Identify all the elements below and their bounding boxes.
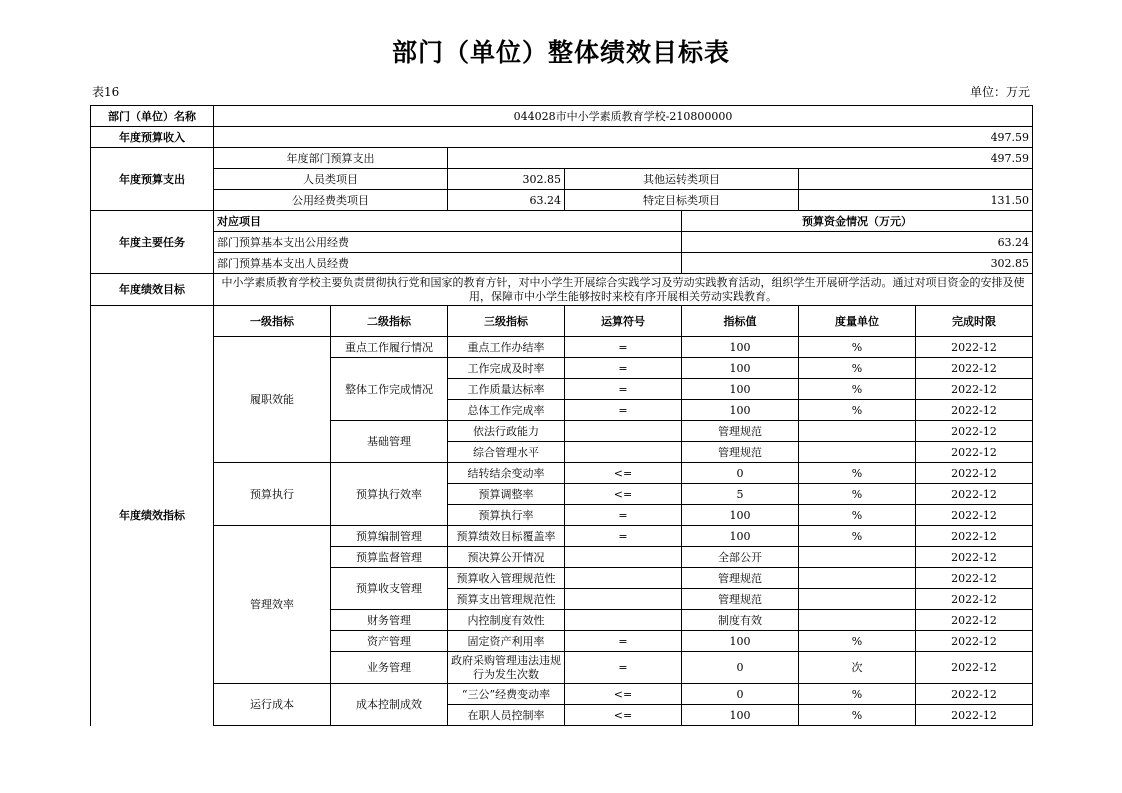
operator-cell	[565, 421, 682, 442]
task-name: 部门预算基本支出公用经费	[214, 232, 682, 253]
target-value-cell: 100	[682, 379, 799, 400]
level2-indicator: 基础管理	[331, 421, 448, 463]
expense-row	[91, 169, 1033, 190]
level2-indicator: 财务管理	[331, 610, 448, 631]
operator-cell: =	[565, 526, 682, 547]
unit-cell: %	[799, 705, 916, 726]
level3-indicator: 政府采购管理违法违规行为发生次数	[448, 652, 565, 684]
deadline-cell: 2022-12	[916, 705, 1033, 726]
deadline-cell: 2022-12	[916, 400, 1033, 421]
level2-indicator: 重点工作履行情况	[331, 337, 448, 358]
indicators-label: 年度绩效指标	[91, 306, 214, 726]
deadline-cell: 2022-12	[916, 421, 1033, 442]
public-label: 公用经费类项目	[214, 190, 448, 211]
level1-indicator: 管理效率	[214, 526, 331, 684]
level2-indicator: 业务管理	[331, 652, 448, 684]
unit-cell: %	[799, 631, 916, 652]
operator-cell: =	[565, 400, 682, 421]
specific-value: 131.50	[799, 190, 1033, 211]
level3-indicator: 重点工作办结率	[448, 337, 565, 358]
goal-row	[91, 274, 1033, 306]
unit-cell: %	[799, 484, 916, 505]
deadline-cell: 2022-12	[916, 526, 1033, 547]
operator-cell: =	[565, 358, 682, 379]
deadline-cell: 2022-12	[916, 547, 1033, 568]
deadline-cell: 2022-12	[916, 484, 1033, 505]
header-deadline: 完成时限	[916, 306, 1033, 337]
target-value-cell: 0	[682, 684, 799, 705]
dept-total-value: 497.59	[448, 148, 1033, 169]
level3-indicator: 预决算公开情况	[448, 547, 565, 568]
operator-cell	[565, 547, 682, 568]
indicators-header-row	[91, 306, 1033, 337]
tasks-row	[91, 253, 1033, 274]
income-value: 497.59	[214, 127, 1033, 148]
header-level1: 一级指标	[214, 306, 331, 337]
level3-indicator: 结转结余变动率	[448, 463, 565, 484]
tasks-col-project: 对应项目	[214, 211, 682, 232]
deadline-cell: 2022-12	[916, 589, 1033, 610]
level3-indicator: “三公”经费变动率	[448, 684, 565, 705]
goal-label: 年度绩效目标	[91, 274, 214, 306]
level3-indicator: 工作完成及时率	[448, 358, 565, 379]
operator-cell: =	[565, 652, 682, 684]
level1-indicator: 履职效能	[214, 337, 331, 463]
level3-indicator: 内控制度有效性	[448, 610, 565, 631]
unit-cell: %	[799, 684, 916, 705]
level1-indicator: 运行成本	[214, 684, 331, 726]
other-label: 其他运转类项目	[565, 169, 799, 190]
dept-row	[91, 106, 1033, 127]
income-label: 年度预算收入	[91, 127, 214, 148]
target-value-cell: 0	[682, 652, 799, 684]
target-value-cell: 制度有效	[682, 610, 799, 631]
level3-indicator: 综合管理水平	[448, 442, 565, 463]
header-operator: 运算符号	[565, 306, 682, 337]
dept-label: 部门（单位）名称	[91, 106, 214, 127]
dept-name: 044028市中小学素质教育学校-210800000	[214, 106, 1033, 127]
operator-cell: <=	[565, 463, 682, 484]
unit-cell: %	[799, 505, 916, 526]
deadline-cell: 2022-12	[916, 568, 1033, 589]
operator-cell: <=	[565, 684, 682, 705]
target-value-cell: 管理规范	[682, 568, 799, 589]
operator-cell: <=	[565, 484, 682, 505]
unit-cell	[799, 568, 916, 589]
level2-indicator: 预算收支管理	[331, 568, 448, 610]
level2-indicator: 预算执行效率	[331, 463, 448, 526]
header-level2: 二级指标	[331, 306, 448, 337]
deadline-cell: 2022-12	[916, 442, 1033, 463]
level3-indicator: 预算执行率	[448, 505, 565, 526]
deadline-cell: 2022-12	[916, 610, 1033, 631]
tasks-label: 年度主要任务	[91, 211, 214, 274]
header-unit: 度量单位	[799, 306, 916, 337]
unit-cell: %	[799, 379, 916, 400]
level2-indicator: 整体工作完成情况	[331, 358, 448, 421]
target-value-cell: 5	[682, 484, 799, 505]
level2-indicator: 预算监督管理	[331, 547, 448, 568]
target-value-cell: 100	[682, 358, 799, 379]
deadline-cell: 2022-12	[916, 463, 1033, 484]
unit-cell: %	[799, 337, 916, 358]
unit-cell: %	[799, 526, 916, 547]
target-value-cell: 全部公开	[682, 547, 799, 568]
unit-cell: %	[799, 463, 916, 484]
target-value-cell: 管理规范	[682, 589, 799, 610]
personnel-value: 302.85	[448, 169, 565, 190]
target-value-cell: 100	[682, 705, 799, 726]
level3-indicator: 预算支出管理规范性	[448, 589, 565, 610]
unit-cell	[799, 589, 916, 610]
expense-row	[91, 148, 1033, 169]
indicator-row	[91, 684, 1033, 705]
unit-cell: %	[799, 400, 916, 421]
income-row	[91, 127, 1033, 148]
target-value-cell: 100	[682, 400, 799, 421]
target-value-cell: 100	[682, 526, 799, 547]
operator-cell: <=	[565, 705, 682, 726]
header-level3: 三级指标	[448, 306, 565, 337]
operator-cell	[565, 568, 682, 589]
target-value-cell: 管理规范	[682, 421, 799, 442]
performance-target-table	[90, 105, 1033, 726]
expense-row	[91, 190, 1033, 211]
target-value-cell: 100	[682, 505, 799, 526]
deadline-cell: 2022-12	[916, 358, 1033, 379]
indicator-row	[91, 526, 1033, 547]
task-value: 63.24	[682, 232, 1033, 253]
table-number: 表16	[92, 85, 120, 99]
deadline-cell: 2022-12	[916, 505, 1033, 526]
level2-indicator: 预算编制管理	[331, 526, 448, 547]
public-value: 63.24	[448, 190, 565, 211]
operator-cell: =	[565, 505, 682, 526]
unit-cell	[799, 442, 916, 463]
page-title: 部门（单位）整体绩效目标表	[391, 38, 730, 67]
level2-indicator: 成本控制成效	[331, 684, 448, 726]
unit-cell: %	[799, 358, 916, 379]
task-value: 302.85	[682, 253, 1033, 274]
deadline-cell: 2022-12	[916, 337, 1033, 358]
indicator-row	[91, 463, 1033, 484]
level3-indicator: 预算调整率	[448, 484, 565, 505]
level2-indicator: 资产管理	[331, 631, 448, 652]
target-value-cell: 100	[682, 631, 799, 652]
task-name: 部门预算基本支出人员经费	[214, 253, 682, 274]
personnel-label: 人员类项目	[214, 169, 448, 190]
indicator-row	[91, 337, 1033, 358]
expense-label: 年度预算支出	[91, 148, 214, 211]
level3-indicator: 预算收入管理规范性	[448, 568, 565, 589]
operator-cell: =	[565, 337, 682, 358]
deadline-cell: 2022-12	[916, 631, 1033, 652]
tasks-header-row	[91, 211, 1033, 232]
unit-cell: 次	[799, 652, 916, 684]
dept-total-label: 年度部门预算支出	[214, 148, 448, 169]
unit-cell	[799, 547, 916, 568]
tasks-row	[91, 232, 1033, 253]
level3-indicator: 工作质量达标率	[448, 379, 565, 400]
deadline-cell: 2022-12	[916, 379, 1033, 400]
target-value-cell: 管理规范	[682, 442, 799, 463]
target-value-cell: 0	[682, 463, 799, 484]
deadline-cell: 2022-12	[916, 652, 1033, 684]
target-value-cell: 100	[682, 337, 799, 358]
unit-label: 单位：万元	[969, 85, 1030, 99]
unit-cell	[799, 610, 916, 631]
tasks-col-budget: 预算资金情况（万元）	[682, 211, 1033, 232]
goal-text: 中小学素质教育学校主要负责贯彻执行党和国家的教育方针，对中小学生开展综合实践学习及劳动实践教育活动，组织学生开展研学活动。通过对项目资金的安排及使用，保障市中小学生能够按时来校有序开展相关劳动实践教育。	[214, 274, 1033, 306]
operator-cell: =	[565, 379, 682, 400]
level3-indicator: 在职人员控制率	[448, 705, 565, 726]
other-value	[799, 169, 1033, 190]
operator-cell	[565, 610, 682, 631]
deadline-cell: 2022-12	[916, 684, 1033, 705]
unit-cell	[799, 421, 916, 442]
header-value: 指标值	[682, 306, 799, 337]
level3-indicator: 总体工作完成率	[448, 400, 565, 421]
operator-cell	[565, 442, 682, 463]
level3-indicator: 预算绩效目标覆盖率	[448, 526, 565, 547]
operator-cell	[565, 589, 682, 610]
level1-indicator: 预算执行	[214, 463, 331, 526]
specific-label: 特定目标类项目	[565, 190, 799, 211]
level3-indicator: 固定资产利用率	[448, 631, 565, 652]
operator-cell: =	[565, 631, 682, 652]
level3-indicator: 依法行政能力	[448, 421, 565, 442]
